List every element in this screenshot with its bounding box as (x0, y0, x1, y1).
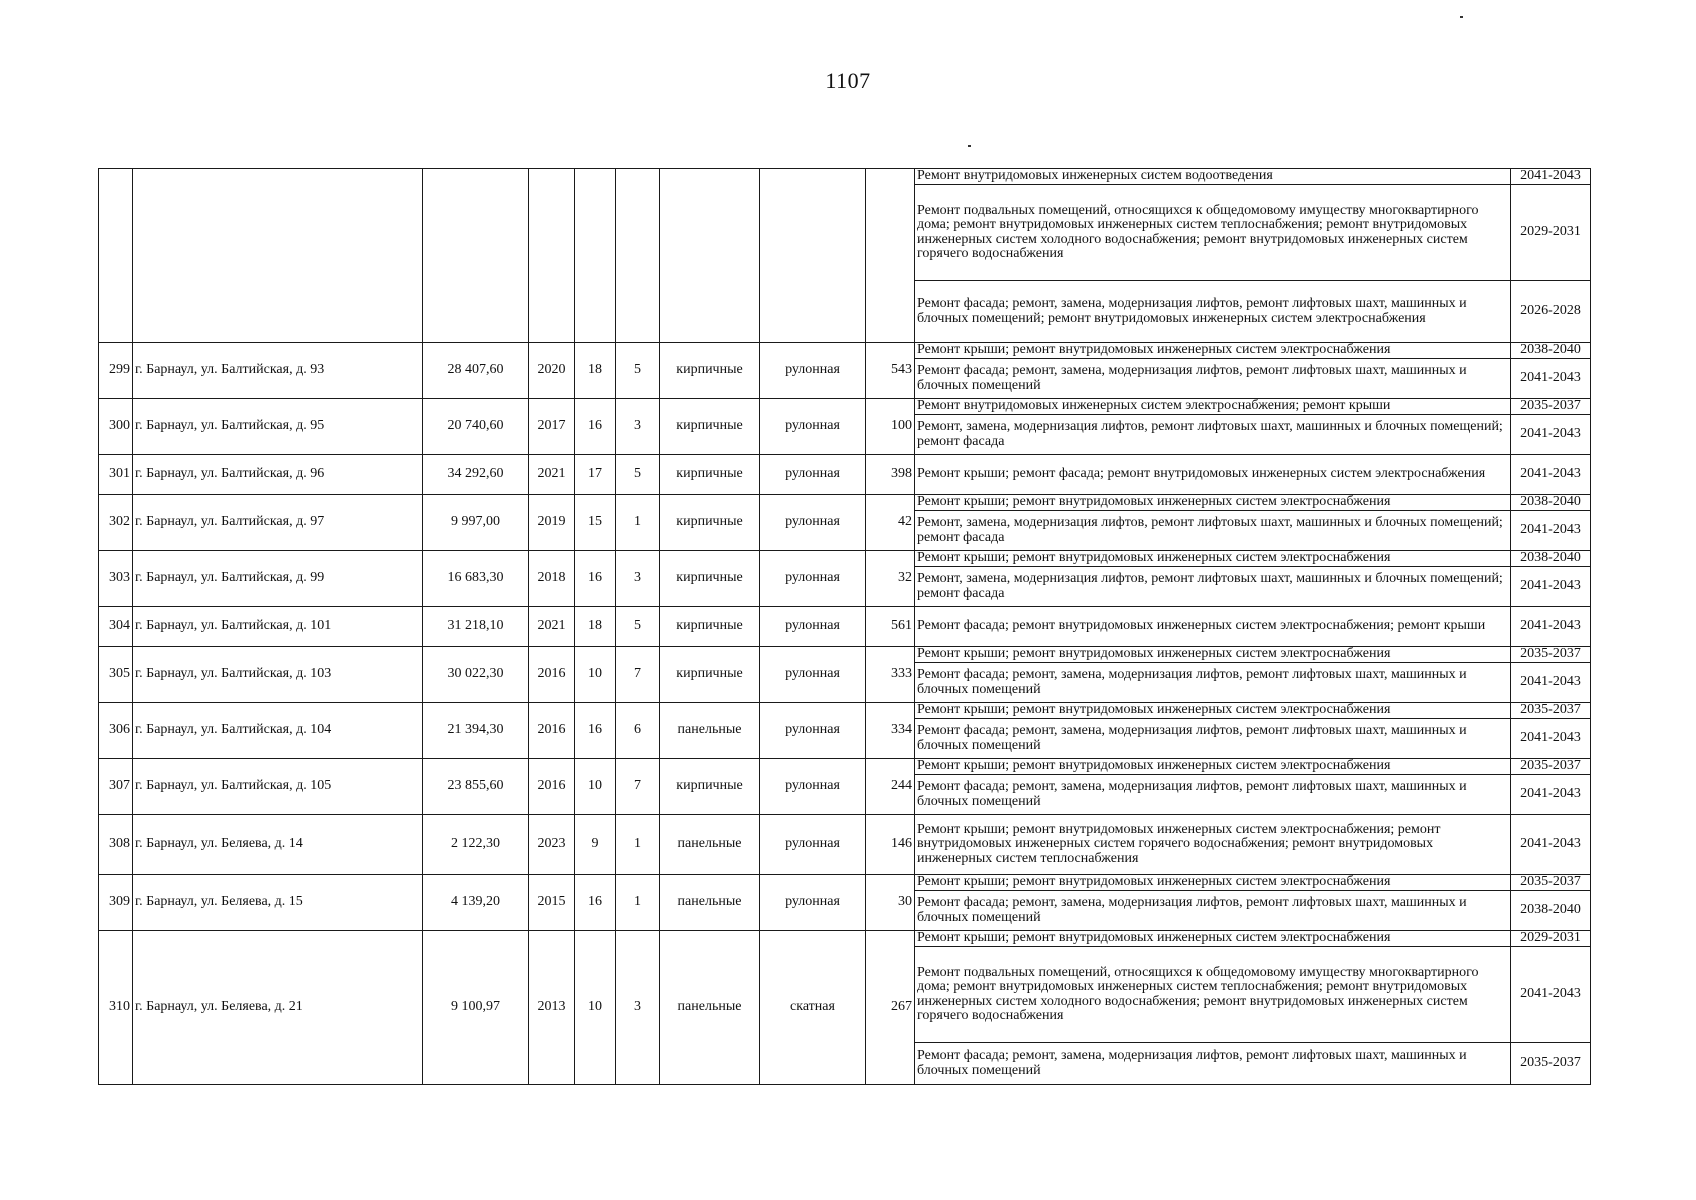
row-number-cell: 306 (99, 703, 133, 759)
year-cell: 2017 (529, 399, 575, 455)
address-cell: г. Барнаул, ул. Балтийская, д. 97 (133, 495, 423, 551)
work-type-cell: Ремонт, замена, модернизация лифтов, ремонт лифтовых шахт, машинных и блочных помещений; ремонт фасада (915, 567, 1511, 607)
row-number-cell: 301 (99, 455, 133, 495)
address-cell: г. Барнаул, ул. Балтийская, д. 104 (133, 703, 423, 759)
period-cell: 2041-2043 (1511, 511, 1591, 551)
table-row (99, 343, 1591, 359)
total-area-cell: 4 139,20 (423, 875, 529, 931)
year-cell: 2016 (529, 759, 575, 815)
year-cell: 2023 (529, 815, 575, 875)
floors-cell (575, 169, 616, 343)
table-row (99, 399, 1591, 415)
period-cell: 2035-2037 (1511, 703, 1591, 719)
address-cell: г. Барнаул, ул. Балтийская, д. 93 (133, 343, 423, 399)
wall-material-cell: кирпичные (660, 399, 760, 455)
year-cell: 2019 (529, 495, 575, 551)
row-number-cell: 304 (99, 607, 133, 647)
wall-material-cell: кирпичные (660, 647, 760, 703)
roof-type-cell: рулонная (760, 815, 866, 875)
wall-material-cell: панельные (660, 703, 760, 759)
row-number-cell: 307 (99, 759, 133, 815)
work-type-cell: Ремонт крыши; ремонт внутридомовых инженерных систем электроснабжения (915, 875, 1511, 891)
row-number-cell: 303 (99, 551, 133, 607)
entrances-cell: 3 (616, 399, 660, 455)
period-cell: 2041-2043 (1511, 567, 1591, 607)
wall-material-cell: кирпичные (660, 551, 760, 607)
scan-speck (968, 145, 971, 147)
entrances-cell: 5 (616, 607, 660, 647)
entrances-cell: 1 (616, 495, 660, 551)
address-cell: г. Барнаул, ул. Балтийская, д. 105 (133, 759, 423, 815)
row-number-cell: 310 (99, 931, 133, 1085)
address-cell (133, 169, 423, 343)
total-area-cell (423, 169, 529, 343)
period-cell: 2035-2037 (1511, 1043, 1591, 1085)
address-cell: г. Барнаул, ул. Балтийская, д. 99 (133, 551, 423, 607)
table-row (99, 455, 1591, 495)
residents-cell: 244 (866, 759, 915, 815)
floors-cell: 16 (575, 875, 616, 931)
period-cell: 2041-2043 (1511, 947, 1591, 1043)
residents-cell: 398 (866, 455, 915, 495)
table-row (99, 875, 1591, 891)
year-cell: 2021 (529, 607, 575, 647)
roof-type-cell: рулонная (760, 399, 866, 455)
work-type-cell: Ремонт, замена, модернизация лифтов, ремонт лифтовых шахт, машинных и блочных помещений; ремонт фасада (915, 415, 1511, 455)
table-row (99, 703, 1591, 719)
wall-material-cell: кирпичные (660, 455, 760, 495)
period-cell: 2041-2043 (1511, 415, 1591, 455)
residents-cell: 333 (866, 647, 915, 703)
wall-material-cell: кирпичные (660, 759, 760, 815)
period-cell: 2029-2031 (1511, 185, 1591, 281)
year-cell (529, 169, 575, 343)
residents-cell: 267 (866, 931, 915, 1085)
floors-cell: 10 (575, 931, 616, 1085)
row-number-cell (99, 169, 133, 343)
period-cell: 2038-2040 (1511, 343, 1591, 359)
residents-cell: 561 (866, 607, 915, 647)
residents-cell: 42 (866, 495, 915, 551)
period-cell: 2041-2043 (1511, 815, 1591, 875)
total-area-cell: 23 855,60 (423, 759, 529, 815)
entrances-cell (616, 169, 660, 343)
scan-speck (1460, 16, 1463, 18)
period-cell: 2041-2043 (1511, 775, 1591, 815)
period-cell: 2038-2040 (1511, 891, 1591, 931)
period-cell: 2041-2043 (1511, 359, 1591, 399)
floors-cell: 9 (575, 815, 616, 875)
period-cell: 2041-2043 (1511, 607, 1591, 647)
row-number-cell: 309 (99, 875, 133, 931)
period-cell: 2041-2043 (1511, 719, 1591, 759)
period-cell: 2035-2037 (1511, 399, 1591, 415)
year-cell: 2020 (529, 343, 575, 399)
work-type-cell: Ремонт крыши; ремонт внутридомовых инженерных систем электроснабжения (915, 343, 1511, 359)
total-area-cell: 31 218,10 (423, 607, 529, 647)
work-type-cell: Ремонт фасада; ремонт, замена, модернизация лифтов, ремонт лифтовых шахт, машинных и блочных помещений (915, 891, 1511, 931)
work-type-cell: Ремонт, замена, модернизация лифтов, ремонт лифтовых шахт, машинных и блочных помещений; ремонт фасада (915, 511, 1511, 551)
period-cell: 2026-2028 (1511, 281, 1591, 343)
residents-cell: 334 (866, 703, 915, 759)
total-area-cell: 28 407,60 (423, 343, 529, 399)
work-type-cell: Ремонт крыши; ремонт фасада; ремонт внутридомовых инженерных систем электроснабжения (915, 455, 1511, 495)
register-body (99, 169, 1591, 1085)
floors-cell: 18 (575, 343, 616, 399)
wall-material-cell: панельные (660, 875, 760, 931)
roof-type-cell: рулонная (760, 607, 866, 647)
roof-type-cell: рулонная (760, 759, 866, 815)
entrances-cell: 7 (616, 759, 660, 815)
wall-material-cell: панельные (660, 931, 760, 1085)
residents-cell: 30 (866, 875, 915, 931)
table-row (99, 759, 1591, 775)
work-type-cell: Ремонт внутридомовых инженерных систем электроснабжения; ремонт крыши (915, 399, 1511, 415)
row-number-cell: 302 (99, 495, 133, 551)
period-cell: 2035-2037 (1511, 875, 1591, 891)
entrances-cell: 7 (616, 647, 660, 703)
residents-cell (866, 169, 915, 343)
work-type-cell: Ремонт внутридомовых инженерных систем водоотведения (915, 169, 1511, 185)
work-type-cell: Ремонт подвальных помещений, относящихся к общедомовому имуществу многоквартирного дома; ремонт внутридомовых инженерных систем теплоснабжения; ремонт внутридомовых инженерных систем холодного водоснабжения; ремонт внутридомовых инженерных систем горячего водоснабжения (915, 185, 1511, 281)
total-area-cell: 9 100,97 (423, 931, 529, 1085)
page-number: 1107 (825, 68, 871, 93)
table-row (99, 551, 1591, 567)
work-type-cell: Ремонт крыши; ремонт внутридомовых инженерных систем электроснабжения (915, 703, 1511, 719)
work-type-cell: Ремонт фасада; ремонт внутридомовых инженерных систем электроснабжения; ремонт крыши (915, 607, 1511, 647)
period-cell: 2041-2043 (1511, 455, 1591, 495)
wall-material-cell: кирпичные (660, 495, 760, 551)
residents-cell: 543 (866, 343, 915, 399)
roof-type-cell: рулонная (760, 551, 866, 607)
row-number-cell: 305 (99, 647, 133, 703)
residents-cell: 100 (866, 399, 915, 455)
address-cell: г. Барнаул, ул. Балтийская, д. 103 (133, 647, 423, 703)
period-cell: 2035-2037 (1511, 759, 1591, 775)
work-type-cell: Ремонт фасада; ремонт, замена, модернизация лифтов, ремонт лифтовых шахт, машинных и блочных помещений (915, 663, 1511, 703)
floors-cell: 16 (575, 551, 616, 607)
address-cell: г. Барнаул, ул. Беляева, д. 21 (133, 931, 423, 1085)
residents-cell: 146 (866, 815, 915, 875)
year-cell: 2013 (529, 931, 575, 1085)
work-type-cell: Ремонт крыши; ремонт внутридомовых инженерных систем электроснабжения; ремонт внутридомовых инженерных систем горячего водоснабжения; ремонт внутридомовых инженерных систем теплоснабжения (915, 815, 1511, 875)
total-area-cell: 21 394,30 (423, 703, 529, 759)
entrances-cell: 3 (616, 931, 660, 1085)
entrances-cell: 5 (616, 455, 660, 495)
address-cell: г. Барнаул, ул. Балтийская, д. 96 (133, 455, 423, 495)
total-area-cell: 9 997,00 (423, 495, 529, 551)
work-type-cell: Ремонт крыши; ремонт внутридомовых инженерных систем электроснабжения (915, 759, 1511, 775)
wall-material-cell: кирпичные (660, 343, 760, 399)
work-type-cell: Ремонт фасада; ремонт, замена, модернизация лифтов, ремонт лифтовых шахт, машинных и блочных помещений (915, 1043, 1511, 1085)
period-cell: 2035-2037 (1511, 647, 1591, 663)
year-cell: 2015 (529, 875, 575, 931)
wall-material-cell (660, 169, 760, 343)
work-type-cell: Ремонт крыши; ремонт внутридомовых инженерных систем электроснабжения (915, 495, 1511, 511)
total-area-cell: 30 022,30 (423, 647, 529, 703)
address-cell: г. Барнаул, ул. Беляева, д. 15 (133, 875, 423, 931)
roof-type-cell: рулонная (760, 875, 866, 931)
entrances-cell: 6 (616, 703, 660, 759)
total-area-cell: 16 683,30 (423, 551, 529, 607)
floors-cell: 10 (575, 759, 616, 815)
row-number-cell: 300 (99, 399, 133, 455)
work-type-cell: Ремонт подвальных помещений, относящихся к общедомовому имуществу многоквартирного дома; ремонт внутридомовых инженерных систем теплоснабжения; ремонт внутридомовых инженерных систем холодного водоснабжения; ремонт внутридомовых инженерных систем горячего водоснабжения (915, 947, 1511, 1043)
entrances-cell: 5 (616, 343, 660, 399)
floors-cell: 17 (575, 455, 616, 495)
roof-type-cell: рулонная (760, 647, 866, 703)
work-type-cell: Ремонт фасада; ремонт, замена, модернизация лифтов, ремонт лифтовых шахт, машинных и блочных помещений; ремонт внутридомовых инженерных систем электроснабжения (915, 281, 1511, 343)
work-type-cell: Ремонт фасада; ремонт, замена, модернизация лифтов, ремонт лифтовых шахт, машинных и блочных помещений (915, 719, 1511, 759)
floors-cell: 10 (575, 647, 616, 703)
table-row (99, 495, 1591, 511)
floors-cell: 16 (575, 703, 616, 759)
period-cell: 2038-2040 (1511, 551, 1591, 567)
total-area-cell: 20 740,60 (423, 399, 529, 455)
roof-type-cell (760, 169, 866, 343)
period-cell: 2029-2031 (1511, 931, 1591, 947)
year-cell: 2016 (529, 647, 575, 703)
address-cell: г. Барнаул, ул. Балтийская, д. 95 (133, 399, 423, 455)
floors-cell: 15 (575, 495, 616, 551)
work-type-cell: Ремонт фасада; ремонт, замена, модернизация лифтов, ремонт лифтовых шахт, машинных и блочных помещений (915, 775, 1511, 815)
table-row (99, 169, 1591, 185)
period-cell: 2038-2040 (1511, 495, 1591, 511)
entrances-cell: 1 (616, 875, 660, 931)
row-number-cell: 299 (99, 343, 133, 399)
year-cell: 2021 (529, 455, 575, 495)
wall-material-cell: кирпичные (660, 607, 760, 647)
floors-cell: 18 (575, 607, 616, 647)
wall-material-cell: панельные (660, 815, 760, 875)
roof-type-cell: рулонная (760, 703, 866, 759)
year-cell: 2016 (529, 703, 575, 759)
period-cell: 2041-2043 (1511, 663, 1591, 703)
row-number-cell: 308 (99, 815, 133, 875)
entrances-cell: 1 (616, 815, 660, 875)
work-type-cell: Ремонт крыши; ремонт внутридомовых инженерных систем электроснабжения (915, 551, 1511, 567)
address-cell: г. Барнаул, ул. Беляева, д. 14 (133, 815, 423, 875)
table-row (99, 815, 1591, 875)
table-row (99, 647, 1591, 663)
roof-type-cell: скатная (760, 931, 866, 1085)
work-type-cell: Ремонт фасада; ремонт, замена, модернизация лифтов, ремонт лифтовых шахт, машинных и блочных помещений (915, 359, 1511, 399)
year-cell: 2018 (529, 551, 575, 607)
entrances-cell: 3 (616, 551, 660, 607)
total-area-cell: 2 122,30 (423, 815, 529, 875)
work-type-cell: Ремонт крыши; ремонт внутридомовых инженерных систем электроснабжения (915, 931, 1511, 947)
work-type-cell: Ремонт крыши; ремонт внутридомовых инженерных систем электроснабжения (915, 647, 1511, 663)
table-row (99, 931, 1591, 947)
period-cell: 2041-2043 (1511, 169, 1591, 185)
address-cell: г. Барнаул, ул. Балтийская, д. 101 (133, 607, 423, 647)
register-table (98, 168, 1591, 1085)
residents-cell: 32 (866, 551, 915, 607)
roof-type-cell: рулонная (760, 495, 866, 551)
floors-cell: 16 (575, 399, 616, 455)
roof-type-cell: рулонная (760, 455, 866, 495)
total-area-cell: 34 292,60 (423, 455, 529, 495)
roof-type-cell: рулонная (760, 343, 866, 399)
table-row (99, 607, 1591, 647)
